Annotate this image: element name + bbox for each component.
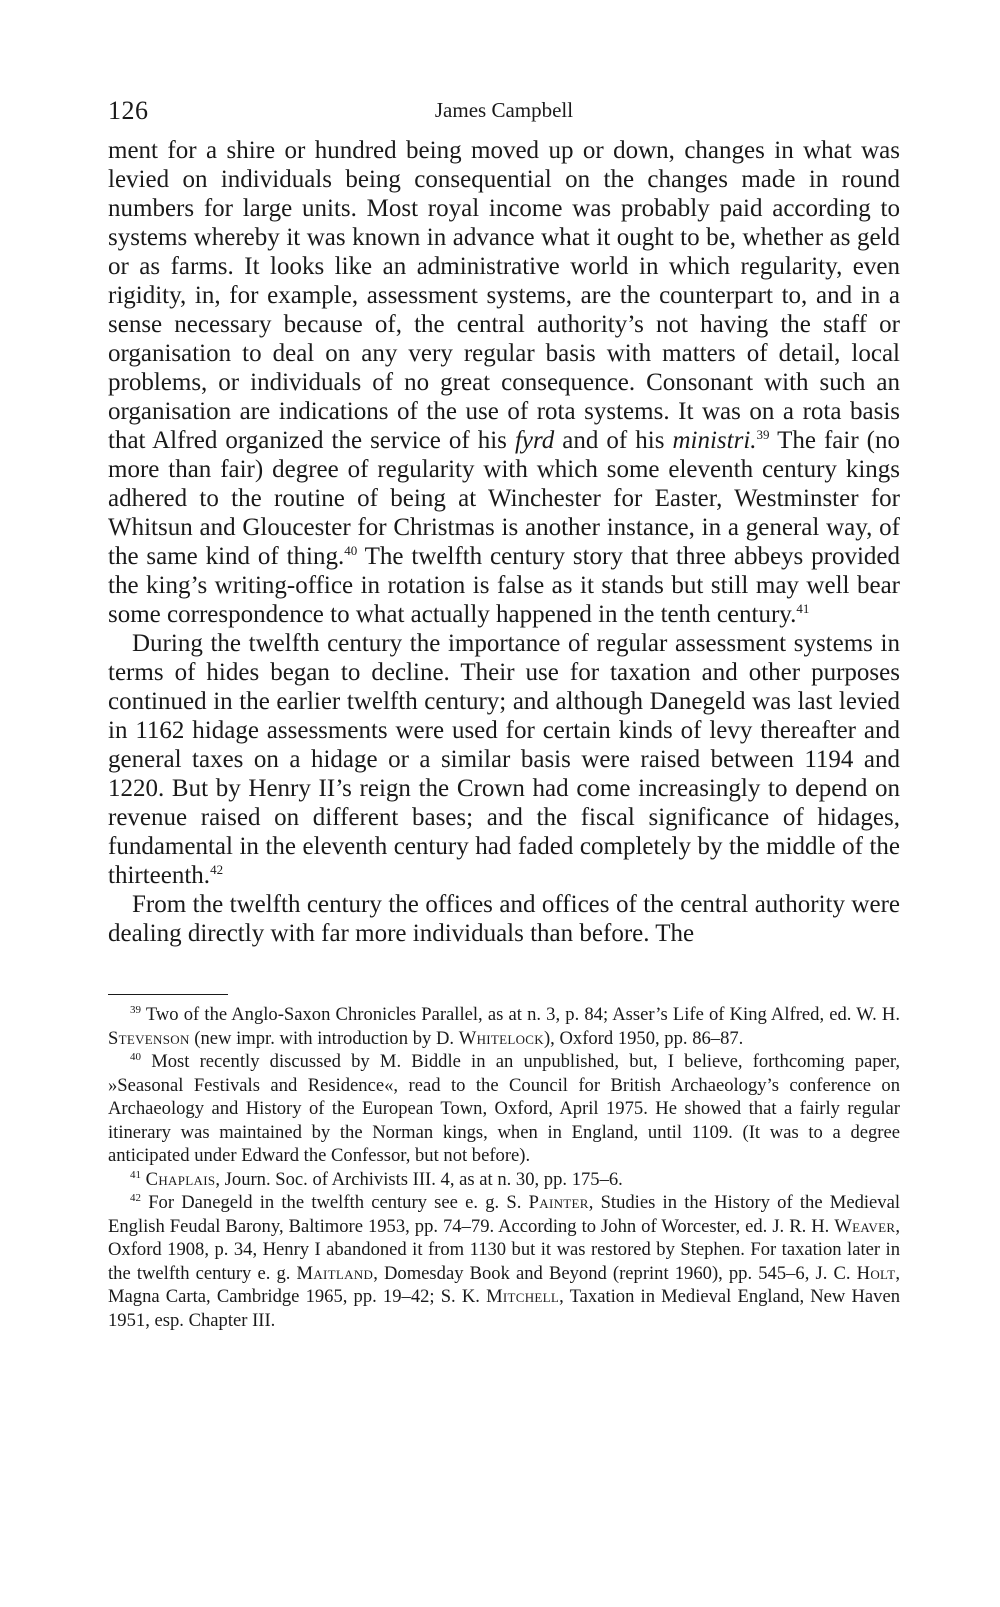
author-mitchell: Mitchell bbox=[486, 1286, 560, 1307]
footnote-ref-40[interactable]: 40 bbox=[344, 543, 358, 558]
footnote-rule bbox=[108, 994, 228, 995]
footnote-41 bbox=[108, 1168, 900, 1192]
footnote-40 bbox=[108, 1050, 900, 1168]
author-stevenson: Stevenson bbox=[108, 1027, 190, 1049]
footnote-42-text-e: , Magna Carta, Cambridge 1965, pp. 19–42; S. K. bbox=[108, 1262, 900, 1307]
author-holt: Holt bbox=[856, 1262, 896, 1284]
paragraph-1 bbox=[108, 136, 900, 629]
paragraph-1-text-d: The twelfth century story that three abbeys provided the king’s writing-office in rotation is false as it stands but still may well bear some correspondence to what actually happened in the tenth century. bbox=[108, 543, 900, 628]
paragraph-1-text-b: and of his bbox=[554, 427, 673, 454]
footnote-42-text-b: , Studies in the History of the Medieval English Feudal Barony, Baltimore 1953, pp. 74–79. According to John of Worcester, ed. J. R. H. bbox=[108, 1192, 900, 1237]
footnote-42-text-f: , Taxation in Medieval England, New Haven 1951, esp. Chapter III. bbox=[108, 1286, 901, 1331]
footnote-42 bbox=[108, 1191, 900, 1332]
footnote-39-text-b: (new impr. with introduction by D. bbox=[189, 1027, 459, 1049]
footnotes bbox=[108, 1003, 900, 1332]
footnote-39 bbox=[108, 1003, 900, 1050]
footnote-42-text-c: , Oxford 1908, p. 34, Henry I abandoned it from 1130 but it was restored by Stephen. For taxation later in the twelfth century e. g. bbox=[108, 1215, 900, 1284]
paragraph-1-text-c: The fair (no more than fair) degree of regularity with which some eleventh century kings adhered to the routine of being at Winchester for Easter, Westminster for Whitsun and Gloucester for Christmas is another instance, in a general way, of the same kind of thing. bbox=[108, 427, 901, 570]
footnote-number-41: 41 bbox=[130, 1168, 141, 1181]
footnote-40-text: Most recently discussed by M. Biddle in an unpublished, but, I believe, forthcoming paper, »Seasonal Festivals and Residence«, read to the Council for British Archaeology’s conference on Archaeology and History of the European Town, Oxford, April 1975. He showed that a fairly regular itinerary was maintained by the Norman kings, when in England, until 1109. (It was to a degree anticipated under Edward the Confessor, but not before). bbox=[108, 1051, 900, 1166]
author-weaver: Weaver bbox=[834, 1215, 896, 1237]
term-fyrd: fyrd bbox=[514, 427, 555, 454]
running-title: James Campbell bbox=[434, 98, 574, 122]
page bbox=[108, 96, 900, 1332]
paragraph-1-text-a: ment for a shire or hundred being moved up or down, changes in what was levied on individuals being consequential on the changes made in round numbers for large units. Most royal income was probably paid according to systems whereby it was known in advance what it ought to be, whether as geld or as farms. It looks like an administrative world in which regularity, even rigidity, in, for example, assessment systems, are the counterpart to, and in a sense necessary because of, the central authority’s not having the staff or organisation to deal on any very regular basis with matters of detail, local problems, or individuals of no great consequence. Consonant with such an organisation are indications of the use of rota systems. It was on a rota basis that Alfred organized the service of his bbox=[108, 137, 900, 454]
footnote-number-39: 39 bbox=[130, 1004, 141, 1016]
paragraph-2 bbox=[108, 629, 900, 890]
page-number: 126 bbox=[108, 96, 149, 125]
footnote-42-text-d: , Domesday Book and Beyond (reprint 1960), pp. 545–6, J. C. bbox=[373, 1262, 857, 1284]
author-chaplais: Chaplais bbox=[145, 1168, 216, 1190]
author-maitland: Maitland bbox=[296, 1262, 374, 1284]
footnote-number-42: 42 bbox=[130, 1192, 141, 1204]
author-painter: Painter bbox=[528, 1192, 589, 1213]
paragraph-2-text: During the twelfth century the importance of regular assessment systems in terms of hides began to decline. Their use for taxation and other purposes continued in the earlier twelfth century; and although Danegeld was last levied in 1162 hidage assessments were used for certain kinds of levy thereafter and general taxes on a hidage or a similar basis were raised between 1194 and 1220. But by Henry II’s reign the Crown had come increasingly to depend on revenue raised on different bases; and the fiscal significance of hidages, fundamental in the eleventh century had faded completely by the middle of the thirteenth. bbox=[108, 630, 900, 889]
paragraph-3 bbox=[108, 890, 900, 948]
footnote-ref-41[interactable]: 41 bbox=[796, 601, 810, 616]
paragraph-3-text: From the twelfth century the offices and offices of the central authority were dealing directly with far more individuals than before. The bbox=[108, 891, 900, 947]
footnote-39-text-c: ), Oxford 1950, pp. 86–87. bbox=[543, 1027, 744, 1049]
body-text bbox=[108, 136, 900, 948]
author-whitelock: Whitelock bbox=[458, 1027, 544, 1049]
term-ministri: ministri. bbox=[672, 427, 757, 454]
footnote-39-text-a: Two of the Anglo-Saxon Chronicles Parallel, as at n. 3, p. 84; Asser’s Life of King Alfred, ed. W. H. bbox=[141, 1004, 900, 1025]
footnote-41-text: , Journ. Soc. of Archivists III. 4, as at n. 30, pp. 175–6. bbox=[215, 1168, 623, 1190]
footnote-ref-39[interactable]: 39 bbox=[756, 427, 770, 442]
running-head bbox=[108, 96, 900, 136]
footnote-42-text-a: For Danegeld in the twelfth century see e. g. S. bbox=[141, 1192, 529, 1213]
footnote-number-40: 40 bbox=[130, 1051, 141, 1063]
footnote-ref-42[interactable]: 42 bbox=[210, 862, 224, 877]
